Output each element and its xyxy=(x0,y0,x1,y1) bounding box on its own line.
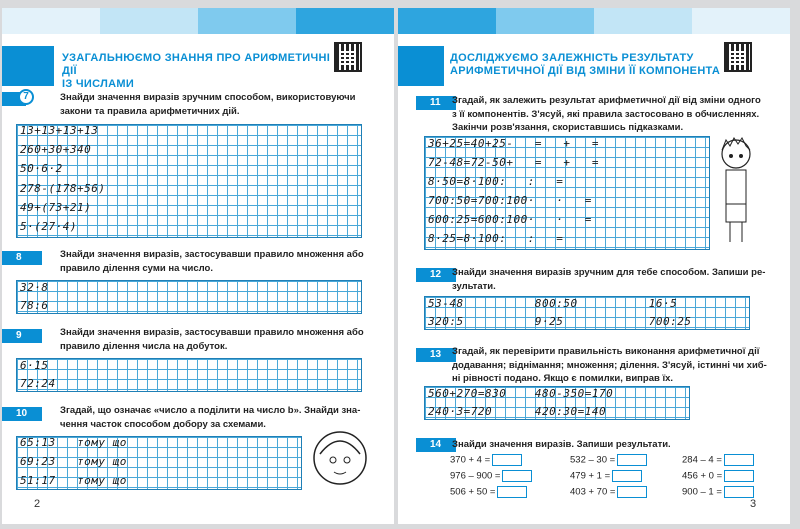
expression-row: 8·50=8·100: : = xyxy=(428,175,564,188)
task-text: Згадай, що означає «число a поділити на число b». Знайди зна- чення часток способом добору за схемами. xyxy=(60,405,361,430)
task-text: Згадай, як перевірити правильність виконання арифметичної дії додавання; віднімання; множення; ділення. З'ясуй, істинні чи хиб- ні рівності подано. Якщо є помилки, виправ їх. xyxy=(452,346,767,384)
header-bar xyxy=(398,46,444,86)
task-number: 11 xyxy=(416,96,456,110)
expression-row: 51:17 тому що xyxy=(20,474,127,487)
boy-illustration xyxy=(714,134,758,246)
page-number: 2 xyxy=(34,498,41,510)
task-text: Знайди значення виразів зручним для тебе способом. Запиши ре- зультати. xyxy=(452,267,766,292)
right-page xyxy=(398,8,790,524)
task-number: 12 xyxy=(416,268,456,282)
expression: 284 – 4 = xyxy=(682,454,722,466)
page-title: УЗАГАЛЬНЮЄМО ЗНАННЯ ПРО АРИФМЕТИЧНІ ДІЇ ІЗ ЧИСЛАМИ xyxy=(62,52,331,90)
task-number: 8 xyxy=(2,251,42,265)
answer-box[interactable] xyxy=(502,470,532,482)
expression-row: 700:50=700:100· · = xyxy=(428,194,592,207)
expression-row: 240·3=720 420:30=140 xyxy=(428,405,607,418)
answer-box[interactable] xyxy=(724,470,754,482)
qr-code[interactable] xyxy=(724,42,752,72)
task-number: 9 xyxy=(2,329,42,343)
header-bar xyxy=(2,46,54,86)
expression-row: 8·25=8·100: : = xyxy=(428,232,564,245)
answer-box[interactable] xyxy=(617,486,647,498)
answer-grid[interactable] xyxy=(16,280,362,314)
expression-row: 260+30+340 xyxy=(20,143,92,156)
task-number: 7 xyxy=(18,89,34,105)
answer-box[interactable] xyxy=(617,454,647,466)
left-page xyxy=(2,8,394,524)
expression-row: 78:6 xyxy=(20,299,49,312)
expression-row: 36+25=40+25- = + = xyxy=(428,137,599,150)
page-title: ДОСЛІДЖУЄМО ЗАЛЕЖНІСТЬ РЕЗУЛЬТАТУ АРИФМЕТИЧНОЇ ДІЇ ВІД ЗМІНИ ЇЇ КОМПОНЕНТА xyxy=(450,52,721,77)
expression-row: 72-48=72-50+ = + = xyxy=(428,156,599,169)
task-text: Знайди значення виразів, застосувавши правило множення або правило ділення числа на добуток. xyxy=(60,327,364,352)
answer-box[interactable] xyxy=(497,486,527,498)
answer-box[interactable] xyxy=(612,470,642,482)
task-number: 13 xyxy=(416,348,456,362)
expression-row: 278-(178+56) xyxy=(20,182,106,195)
page-number: 3 xyxy=(750,498,757,510)
qr-code[interactable] xyxy=(334,42,362,72)
expression: 456 + 0 = xyxy=(682,470,723,482)
expression: 370 + 4 = xyxy=(450,454,491,466)
girl-illustration xyxy=(310,428,370,492)
task-text: Знайди значення виразів, застосувавши правило множення або правило ділення суми на число. xyxy=(60,249,364,274)
top-color-bar xyxy=(2,8,394,34)
expression-row: 53-48 800:50 16·5 xyxy=(428,297,678,310)
expression-row: 50·6·2 xyxy=(20,162,63,175)
answer-box[interactable] xyxy=(492,454,522,466)
top-color-bar xyxy=(398,8,790,34)
task-text: Знайди значення виразів зручним способом, використовуючи закони та правила арифметичних дій. xyxy=(60,92,356,117)
expression-row: 13+13+13+13 xyxy=(20,124,99,137)
answer-box[interactable] xyxy=(724,486,754,498)
expression-row: 320:5 9·25 700:25 xyxy=(428,315,692,328)
expression-row: 600:25=600:100· · = xyxy=(428,213,592,226)
expression: 403 + 70 = xyxy=(570,486,616,498)
expression-row: 49+(73+21) xyxy=(20,201,92,214)
expression-row: 72:24 xyxy=(20,377,56,390)
expression-row: 6·15 xyxy=(20,359,49,372)
expression: 506 + 50 = xyxy=(450,486,496,498)
expression-row: 65:13 тому що xyxy=(20,436,127,449)
answer-box[interactable] xyxy=(724,454,754,466)
expression-row: 560+270=830 480-350=170 xyxy=(428,387,614,400)
expression: 532 – 30 = xyxy=(570,454,616,466)
task-number: 14 xyxy=(416,438,456,452)
task-number: 10 xyxy=(2,407,42,421)
expression: 479 + 1 = xyxy=(570,470,611,482)
expression-row: 5·(27·4) xyxy=(20,220,77,233)
task-text: Знайди значення виразів. Запиши результати. xyxy=(452,439,671,450)
expression: 976 – 900 = xyxy=(450,470,501,482)
expression: 900 – 1 = xyxy=(682,486,722,498)
expression-row: 32·8 xyxy=(20,281,49,294)
expression-row: 69:23 тому що xyxy=(20,455,127,468)
answer-grid[interactable] xyxy=(16,358,362,392)
task-text: Згадай, як залежить результат арифметичної дії від зміни одного з її компонентів. З'ясуй, які правила застосовано в обчисленнях. Закінчи розв'язання, скориставшись підказками. xyxy=(452,95,761,133)
